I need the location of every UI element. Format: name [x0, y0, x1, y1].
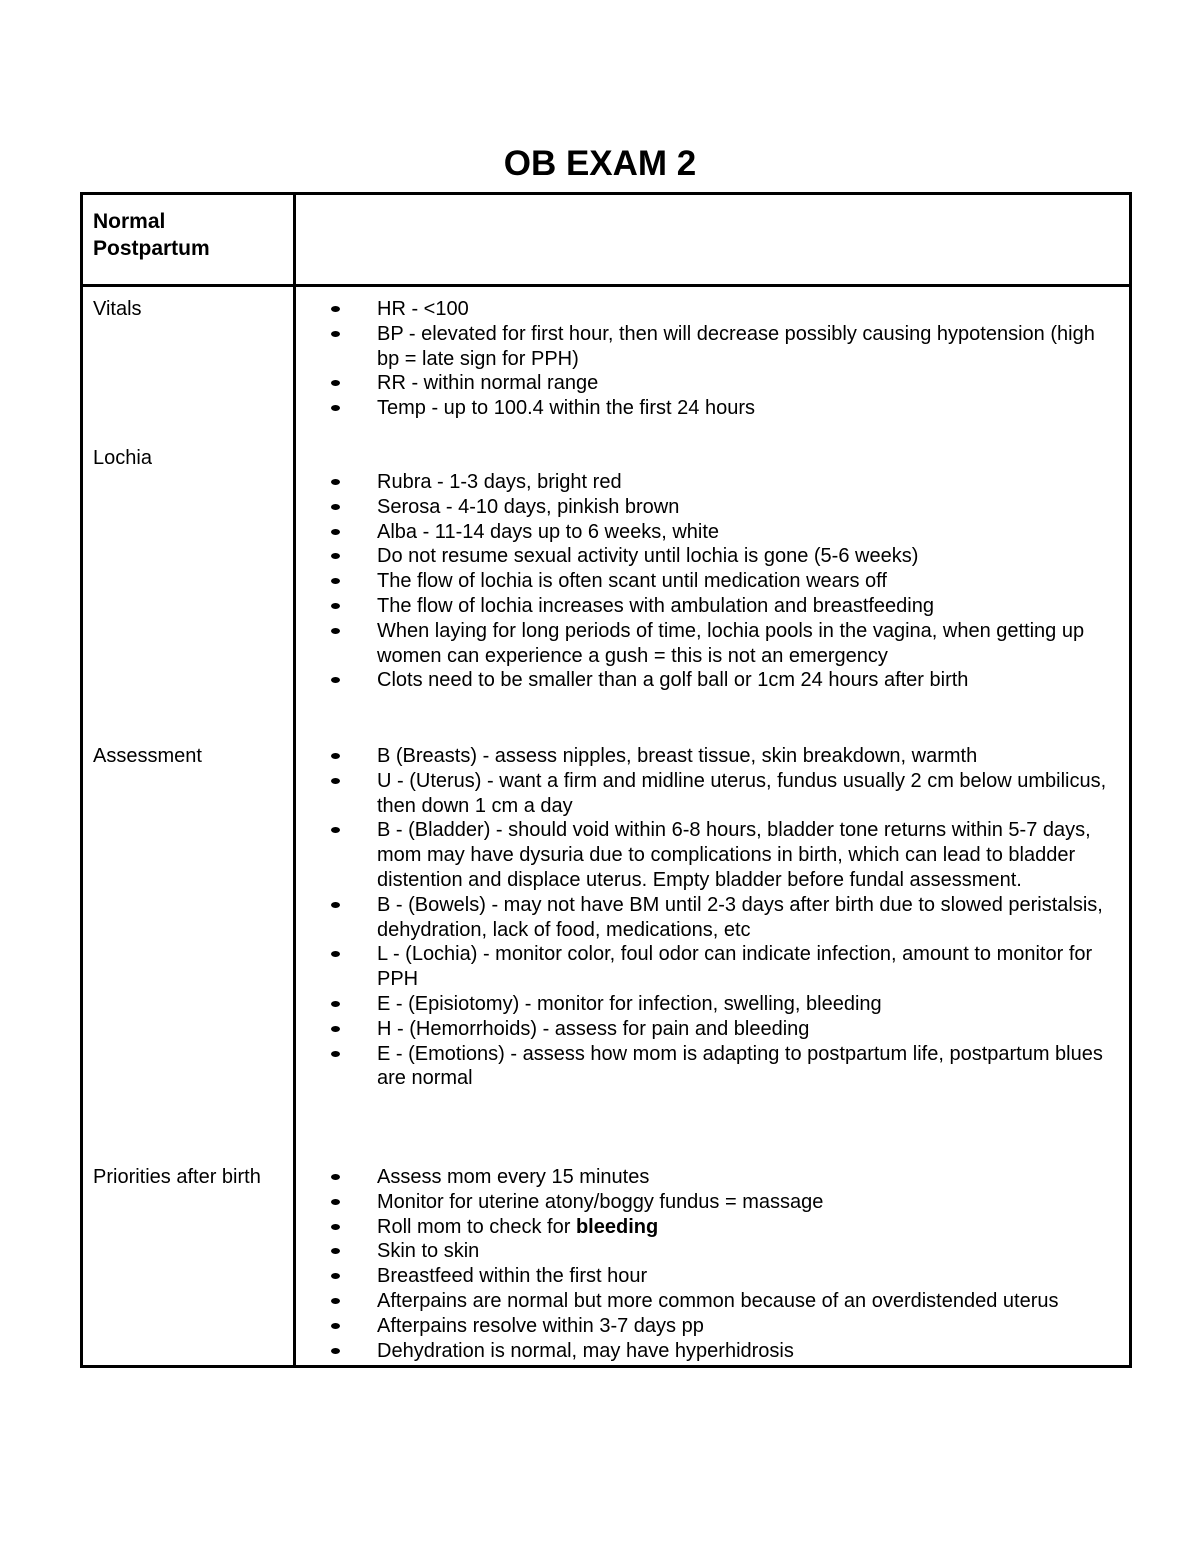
roll-item-bold-text: bleeding: [575, 1215, 659, 1238]
priorities-list: [331, 1165, 1119, 1363]
list-item-roll-mom: [331, 1215, 1119, 1240]
list-item: E - (Emotions) - assess how mom is adapting to postpartum life, postpartum blues are normal: [331, 1042, 1119, 1092]
list-item: Dehydration is normal, may have hyperhidrosis: [331, 1339, 1119, 1364]
list-item: Do not resume sexual activity until lochia is gone (5-6 weeks): [331, 544, 1119, 569]
lochia-list: [331, 470, 1119, 693]
section-label-assessment: Assessment: [93, 745, 202, 767]
section-label-vitals: Vitals: [93, 298, 142, 320]
list-item: HR - <100: [331, 297, 1119, 322]
section-content-cell: [295, 286, 1131, 1367]
list-item: U - (Uterus) - want a firm and midline uterus, fundus usually 2 cm below umbilicus, then down 1 cm a day: [331, 769, 1119, 819]
list-item: The flow of lochia is often scant until medication wears off: [331, 569, 1119, 594]
list-item: The flow of lochia increases with ambulation and breastfeeding: [331, 594, 1119, 619]
section-labels-cell: [82, 286, 295, 1367]
header-left-label: Normal Postpartum: [93, 210, 210, 260]
list-item: B - (Bladder) - should void within 6-8 hours, bladder tone returns within 5-7 days, mom may have dysuria due to complications in birth, which can lead to bladder distention and displace uterus. Empty bladder before fundal assessment.: [331, 818, 1119, 892]
list-item: E - (Episiotomy) - monitor for infection, swelling, bleeding: [331, 992, 1119, 1017]
assessment-list: [331, 744, 1119, 1091]
list-item: BP - elevated for first hour, then will decrease possibly causing hypotension (high bp = late sign for PPH): [331, 322, 1119, 372]
list-item: Afterpains resolve within 3-7 days pp: [331, 1314, 1119, 1339]
table-body-row: [82, 286, 1131, 1367]
list-item: Skin to skin: [331, 1239, 1119, 1264]
page-title: OB EXAM 2: [503, 144, 697, 183]
list-item: B (Breasts) - assess nipples, breast tissue, skin breakdown, warmth: [331, 744, 1119, 769]
list-item: Serosa - 4-10 days, pinkish brown: [331, 495, 1119, 520]
list-item: Monitor for uterine atony/boggy fundus = massage: [331, 1190, 1119, 1215]
list-item: Rubra - 1-3 days, bright red: [331, 470, 1119, 495]
list-item: H - (Hemorrhoids) - assess for pain and bleeding: [331, 1017, 1119, 1042]
list-item: Alba - 11-14 days up to 6 weeks, white: [331, 520, 1119, 545]
table-header-row: [82, 194, 1131, 286]
list-item: Temp - up to 100.4 within the first 24 hours: [331, 396, 1119, 421]
list-item: B - (Bowels) - may not have BM until 2-3 days after birth due to slowed peristalsis, dehydration, lack of food, medications, etc: [331, 893, 1119, 943]
list-item: When laying for long periods of time, lochia pools in the vagina, when getting up women can experience a gush = this is not an emergency: [331, 619, 1119, 669]
list-item: Assess mom every 15 minutes: [331, 1165, 1119, 1190]
header-left-cell: [82, 194, 295, 286]
list-item: Clots need to be smaller than a golf ball or 1cm 24 hours after birth: [331, 668, 1119, 693]
list-item: Afterpains are normal but more common because of an overdistended uterus: [331, 1289, 1119, 1314]
notes-table: [80, 192, 1132, 1368]
section-label-lochia: Lochia: [93, 447, 152, 469]
roll-item-text: Roll mom to check for: [377, 1215, 576, 1238]
vitals-list: [331, 297, 1119, 421]
section-label-priorities: Priorities after birth: [93, 1166, 261, 1188]
header-right-cell: [295, 194, 1131, 286]
list-item: RR - within normal range: [331, 371, 1119, 396]
list-item: Breastfeed within the first hour: [331, 1264, 1119, 1289]
list-item: L - (Lochia) - monitor color, foul odor can indicate infection, amount to monitor for PPH: [331, 942, 1119, 992]
